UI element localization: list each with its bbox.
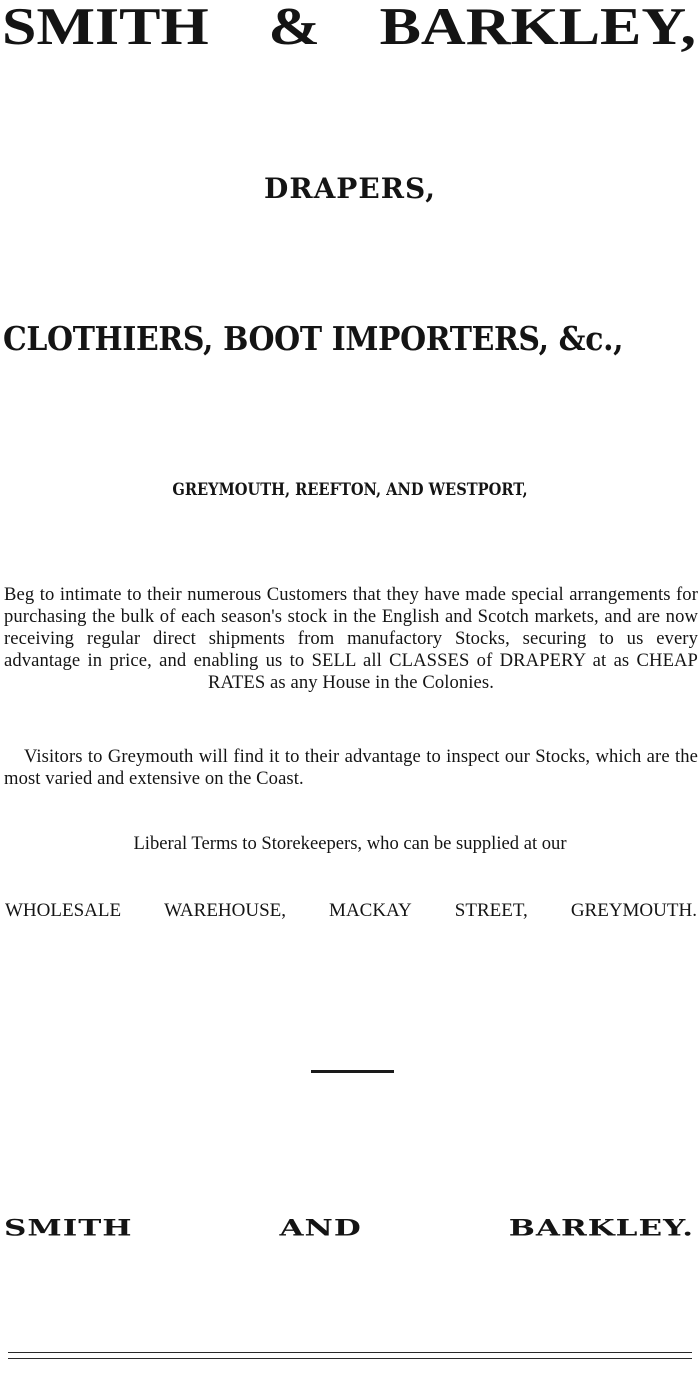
signature-word: AND: [279, 1215, 362, 1242]
warehouse-word: GREYMOUTH.: [570, 900, 697, 921]
signature-line: [4, 1214, 694, 1243]
main-paragraph: Beg to intimate to their numerous Customers that they have made special arrangements for purchasing the bulk of each season's stock in the English and Scotch markets, and are now receiving regular direct shipments from manufactory Stocks, securing to us every advantage in price, and enabling us to SELL all CLASSES of DRAPERY at as CHEAP RATES as any House in the Colonies.: [4, 584, 698, 693]
signature-word: BARKLEY.: [508, 1215, 694, 1242]
warehouse-address: [5, 897, 697, 925]
bottom-rule: [8, 1352, 692, 1353]
locations-line: GREYMOUTH, REEFTON, AND WESTPORT,: [172, 480, 528, 500]
signature-word: SMITH: [4, 1215, 133, 1242]
terms-paragraph: Liberal Terms to Storekeepers, who can be supplied at our: [133, 833, 567, 854]
warehouse-word: WAREHOUSE,: [164, 900, 287, 921]
headline-word-ampersand: &: [268, 0, 320, 56]
headline-word-barkley: BARKLEY,: [379, 0, 696, 56]
warehouse-word: STREET,: [454, 900, 528, 921]
headline-word-smith: SMITH: [2, 0, 209, 56]
warehouse-word: WHOLESALE: [5, 900, 122, 921]
visitors-paragraph: Visitors to Greymouth will find it to their advantage to inspect our Stocks, which are the most varied and extensive on the Coast.: [4, 746, 698, 789]
trade-heading: DRAPERS,: [264, 172, 436, 205]
warehouse-word: MACKAY: [329, 900, 412, 921]
divider-rule: [311, 1070, 394, 1073]
headline-firm-name: [2, 0, 696, 56]
subtrade-heading: CLOTHIERS, BOOT IMPORTERS, &c.,: [3, 319, 624, 358]
bottom-rule: [8, 1358, 692, 1359]
